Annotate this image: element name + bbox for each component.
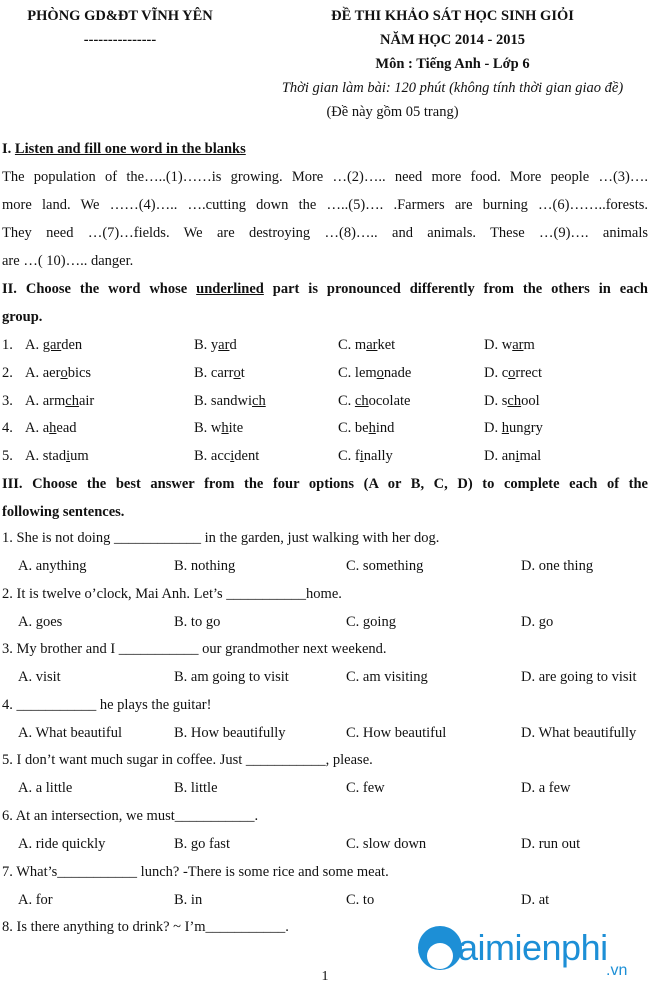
underlined-part: i	[230, 448, 235, 465]
question-text: 3. My brother and I ___________ our grandmother next weekend.	[2, 641, 387, 658]
answer-row	[0, 836, 650, 860]
underlined-part: h	[49, 420, 57, 437]
section-1-title: Listen and fill one word in the blanks	[14, 141, 246, 157]
answer-option	[338, 420, 394, 437]
option-text-part: D.	[484, 337, 502, 353]
underlined-part: ch	[252, 392, 266, 409]
answer-option: A. ride quickly	[18, 836, 106, 852]
option-text-part: ind	[375, 420, 395, 437]
section-2-title-part-a: II. Choose the word whose	[2, 281, 197, 297]
option-text-part: C.	[338, 392, 355, 409]
option-text-part: ead	[56, 420, 77, 437]
option-text-part: B.	[194, 448, 211, 465]
pronunciation-row	[0, 448, 650, 472]
option-text-part: bics	[67, 364, 92, 381]
option-text-part: den	[61, 337, 83, 353]
answer-option: D. What beautifully	[521, 724, 637, 741]
section-1-line: are …( 10)….. danger.	[2, 253, 134, 269]
header-left	[20, 4, 220, 52]
subject: Môn : Tiếng Anh - Lớp 6	[375, 56, 530, 72]
answer-row	[0, 780, 650, 804]
answer-option	[25, 337, 82, 354]
option-text-part: ungry	[508, 420, 543, 437]
option-text-part: m	[523, 337, 535, 353]
option-text-part: lem	[354, 364, 377, 381]
pronunciation-row	[0, 365, 650, 389]
underlined-part: i	[66, 448, 71, 465]
underlined-part: ch	[65, 392, 79, 409]
section-1-line: They need …(7)…fields. We are destroying …(8)….. and animals. These …(9)…. animals	[2, 225, 648, 241]
answer-option	[194, 365, 245, 382]
answer-option: A. anything	[18, 558, 87, 574]
header-right	[255, 4, 650, 124]
option-text-part: A.	[25, 448, 43, 465]
option-text-part: C.	[338, 420, 355, 437]
answer-option	[25, 393, 94, 410]
answer-option: C. slow down	[346, 836, 427, 852]
option-text-part: A.	[25, 420, 43, 437]
answer-option	[338, 448, 393, 465]
option-text-part: D.	[484, 392, 502, 409]
option-text-part: B.	[194, 364, 211, 381]
section-2-heading	[2, 281, 648, 298]
answer-option	[338, 393, 410, 410]
question-number: 1.	[2, 337, 13, 353]
section-3-heading: III. Choose the best answer from the four options (A or B, C, D) to complete each of the	[2, 476, 648, 492]
answer-option	[338, 365, 411, 382]
question-text: 7. What’s___________ lunch? -There is some rice and some meat.	[2, 863, 389, 880]
answer-option: B. nothing	[174, 558, 236, 574]
logo-mark-icon	[418, 926, 462, 970]
logo-domain: .vn	[606, 962, 628, 979]
section-2-title-underlined: underlined	[196, 281, 264, 297]
option-text-part: acc	[210, 448, 231, 465]
underlined-part: h	[501, 420, 509, 437]
option-text-part: s	[501, 392, 508, 409]
option-text-part: a	[42, 420, 50, 437]
option-text-part: m	[354, 337, 367, 353]
option-text-part: an	[501, 448, 516, 465]
answer-option	[484, 448, 541, 465]
option-text-part: t	[240, 364, 245, 381]
answer-option	[338, 337, 395, 354]
option-text-part: be	[354, 420, 369, 437]
answer-option: D. one thing	[521, 558, 594, 574]
pronunciation-row	[0, 393, 650, 417]
option-text-part: C.	[338, 337, 355, 353]
option-text-part: carr	[210, 364, 234, 381]
answer-option	[25, 365, 91, 382]
page-count: (Đề này gồm 05 trang)	[326, 104, 459, 120]
underlined-part: gar	[42, 337, 62, 353]
answer-option: C. going	[346, 613, 396, 630]
option-text-part: w	[210, 420, 222, 437]
question-text: 4. ___________ he plays the guitar!	[2, 696, 212, 713]
question-number: 3.	[2, 392, 13, 409]
option-text-part: ocolate	[368, 392, 411, 409]
option-text-part: rrect	[515, 364, 542, 381]
option-text-part: B.	[194, 420, 211, 437]
answer-option: D. at	[521, 891, 550, 908]
option-text-part: dent	[234, 448, 260, 465]
option-text-part: ket	[377, 337, 396, 353]
option-text-part: A.	[25, 337, 43, 353]
pronunciation-row	[0, 337, 650, 361]
answer-option: A. What beautiful	[18, 724, 123, 741]
question-number: 5.	[2, 448, 13, 465]
underlined-part: h	[368, 420, 376, 437]
question-number: 4.	[2, 420, 13, 437]
pronunciation-row	[0, 420, 650, 444]
answer-option: B. How beautifully	[174, 724, 286, 741]
answer-option	[484, 420, 543, 437]
answer-option: A. goes	[18, 613, 63, 630]
answer-option: A. visit	[18, 669, 61, 686]
question-number: 2.	[2, 364, 13, 381]
option-text-part: B.	[194, 337, 211, 353]
section-1-number: I.	[2, 141, 15, 157]
underlined-part: o	[376, 364, 384, 381]
option-text-part: D.	[484, 420, 502, 437]
underlined-part: ch	[507, 392, 522, 409]
logo-text: aimienphi	[458, 927, 608, 968]
question-text: 1. She is not doing ____________ in the garden, just walking with her dog.	[2, 530, 440, 546]
section-2-heading-cont: group.	[2, 309, 43, 325]
underlined-part: o	[508, 364, 516, 381]
answer-option: A. a little	[18, 780, 73, 797]
question-text: 5. I don’t want much sugar in coffee. Just ___________, please.	[2, 752, 373, 769]
answer-row	[0, 669, 650, 693]
section-1-line: The population of the…..(1)……is growing. More …(2)….. need more food. More people …(3)….	[2, 169, 648, 185]
underlined-part: h	[221, 420, 229, 437]
option-text-part: C.	[338, 448, 355, 465]
option-text-part: ite	[228, 420, 244, 437]
answer-option: D. a few	[521, 780, 571, 797]
option-text-part: A.	[25, 364, 43, 381]
answer-option: B. little	[174, 780, 218, 797]
page-number: 1	[321, 969, 329, 984]
answer-option	[25, 448, 89, 465]
question-text: 2. It is twelve o’clock, Mai Anh. Let’s ___________home.	[2, 585, 342, 602]
option-text-part: f	[354, 448, 360, 465]
question-text: 6. At an intersection, we must___________.	[2, 808, 259, 824]
option-text-part: y	[210, 337, 219, 353]
answer-option	[484, 337, 535, 354]
answer-row	[0, 558, 650, 582]
answer-option: C. How beautiful	[346, 724, 447, 741]
option-text-part: d	[229, 337, 237, 353]
exam-title: ĐỀ THI KHẢO SÁT HỌC SINH GIỎI	[331, 8, 574, 24]
underlined-part: ar	[218, 337, 230, 353]
underlined-part: ch	[354, 392, 369, 409]
answer-option	[194, 448, 259, 465]
answer-row	[0, 614, 650, 638]
underlined-part: i	[359, 448, 364, 465]
answer-row	[0, 725, 650, 749]
answer-option: A. for	[18, 891, 53, 908]
question-text: 8. Is there anything to drink? ~ I’m___________.	[2, 919, 289, 936]
option-text-part: arm	[42, 392, 66, 409]
answer-option: B. in	[174, 891, 203, 908]
answer-option	[484, 393, 540, 410]
option-text-part: aer	[42, 364, 61, 381]
option-text-part: stad	[42, 448, 67, 465]
option-text-part: ool	[521, 392, 540, 409]
option-text-part: um	[70, 448, 89, 465]
answer-option	[484, 365, 542, 382]
option-text-part: C.	[338, 364, 355, 381]
answer-option	[194, 420, 243, 437]
section-1-heading	[2, 141, 648, 158]
answer-option: C. am visiting	[346, 669, 428, 686]
underlined-part: ar	[512, 337, 524, 353]
option-text-part: mal	[519, 448, 542, 465]
time-allowed: Thời gian làm bài: 120 phút (không tính thời gian giao đề)	[281, 80, 624, 96]
answer-option: B. am going to visit	[174, 669, 289, 686]
option-text-part: D.	[484, 448, 502, 465]
answer-option	[25, 420, 77, 437]
answer-option: C. few	[346, 780, 385, 797]
option-text-part: air	[78, 392, 95, 409]
department-separator: ---------------	[83, 32, 157, 48]
answer-option	[194, 337, 237, 354]
option-text-part: w	[501, 337, 513, 353]
taimienphi-logo	[418, 922, 646, 982]
answer-option: C. to	[346, 891, 375, 908]
option-text-part: B.	[194, 392, 211, 409]
option-text-part: sandwi	[210, 392, 253, 409]
school-year: NĂM HỌC 2014 - 2015	[380, 32, 525, 48]
section-2-title-part-b: part is pronounced differently from the others in each	[263, 281, 648, 297]
answer-option	[194, 393, 266, 410]
option-text-part: c	[501, 364, 509, 381]
answer-option: B. go fast	[174, 836, 230, 852]
department-name: PHÒNG GD&ĐT VĨNH YÊN	[27, 8, 213, 24]
answer-option: C. something	[346, 558, 424, 574]
answer-option: D. are going to visit	[521, 669, 637, 686]
answer-option: D. run out	[521, 836, 581, 852]
underlined-part: ar	[366, 337, 378, 353]
underlined-part: o	[60, 364, 68, 381]
section-1-line: more land. We ……(4)….. ….cutting down the …..(5)…. .Farmers are burning …(6)……..forests.	[2, 197, 648, 213]
option-text-part: nade	[383, 364, 412, 381]
answer-row	[0, 892, 650, 916]
answer-option: D. go	[521, 613, 554, 630]
section-3-heading-cont: following sentences.	[2, 504, 125, 520]
option-text-part: A.	[25, 392, 43, 409]
underlined-part: i	[515, 448, 520, 465]
option-text-part: nally	[363, 448, 393, 465]
option-text-part: D.	[484, 364, 502, 381]
underlined-part: o	[233, 364, 241, 381]
answer-option: B. to go	[174, 613, 221, 630]
